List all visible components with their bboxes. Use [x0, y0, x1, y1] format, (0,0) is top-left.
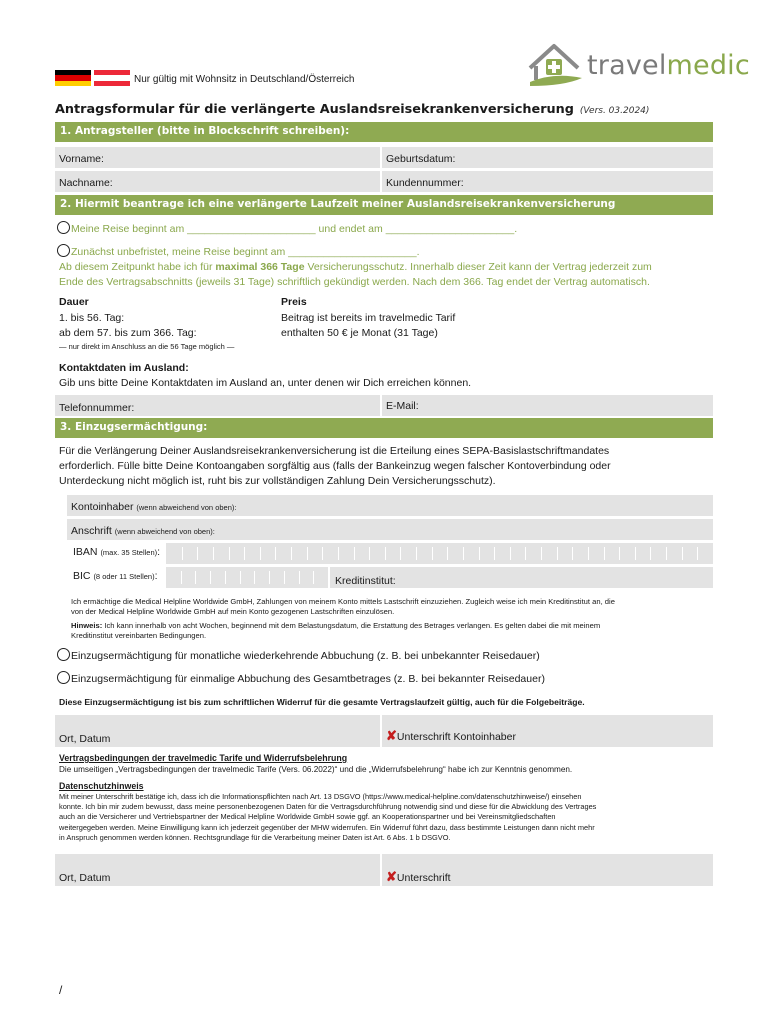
travelmedic-logo: travelmedic — [587, 50, 750, 81]
coverage-note-line1: Ab diesem Zeitpunkt habe ich für maximal 366 Tage Versicherungsschutz. Innerhalb dieser Zeit kann der Vertrag jederzeit zum — [59, 261, 652, 273]
signature-field[interactable]: ✘Unterschrift — [382, 854, 713, 886]
character-cell — [666, 547, 678, 560]
character-cell — [260, 547, 272, 560]
option-monthly-debit[interactable]: Einzugsermächtigung für monatliche wiederkehrende Abbuchung (z. B. bei unbekannter Reisedauer) — [57, 648, 540, 662]
radio-button-icon[interactable] — [57, 221, 70, 234]
place-date-field-2[interactable]: Ort, Datum — [55, 854, 380, 886]
account-holder-field[interactable]: Kontoinhaber (wenn abweichend von oben): — [67, 495, 713, 516]
character-cell — [432, 547, 444, 560]
character-cell — [299, 571, 311, 584]
character-cell — [291, 547, 303, 560]
address-field[interactable]: Anschrift (wenn abweichend von oben): — [67, 519, 713, 540]
terms-heading: Vertragsbedingungen der travelmedic Tarife und Widerrufsbelehrung — [59, 753, 348, 763]
character-cell — [479, 547, 491, 560]
character-cell — [385, 547, 397, 560]
iban-input[interactable] — [166, 543, 713, 564]
character-cell — [284, 571, 296, 584]
character-cell — [682, 547, 694, 560]
page-footer-mark: / — [59, 983, 63, 997]
sepa-intro-line1: Für die Verlängerung Deiner Auslandsreisekrankenversicherung ist die Erteilung eines SEPA-Basislastschriftmandates — [59, 445, 610, 457]
mandate-validity: Diese Einzugsermächtigung ist bis zum schriftlichen Widerruf für die gesamte Vertragslaufzeit gültig, auch für die Folgebeiträge. — [59, 697, 585, 707]
coverage-note-line2: Ende des Vertragsabschnitts (jeweils 31 Tage) schriftlich gekündigt werden. Nach dem 366. Tag endet der Vertrag automatisch. — [59, 276, 650, 288]
character-cell — [447, 547, 459, 560]
character-cell — [635, 547, 647, 560]
duration-header: Dauer — [59, 296, 89, 308]
version-label: (Vers. 03.2024) — [579, 106, 650, 116]
character-cell — [240, 571, 252, 584]
option-single-debit[interactable]: Einzugsermächtigung für einmalige Abbuchung des Gesamtbetrages (z. B. bei bekannter Reisedauer) — [57, 671, 545, 685]
character-cell — [225, 571, 237, 584]
page-title: Antragsformular für die verlängerte Auslandsreisekrankenversicherung (Vers. 03.2024) — [55, 102, 650, 117]
option-fixed-duration[interactable]: Meine Reise beginnt am ______________________ und endet am ______________________. — [57, 221, 517, 235]
duration-note: — nur direkt im Anschluss an die 56 Tage möglich — — [59, 342, 235, 351]
signature-mark-icon: ✘ — [386, 728, 397, 743]
place-date-field-1[interactable]: Ort, Datum — [55, 715, 380, 747]
character-cell — [195, 571, 207, 584]
character-cell — [572, 547, 584, 560]
character-cell — [650, 547, 662, 560]
character-cell — [313, 571, 325, 584]
contact-heading: Kontaktdaten im Ausland: — [59, 362, 189, 374]
phone-field[interactable]: Telefonnummer: — [55, 395, 380, 416]
signature-mark-icon: ✘ — [386, 869, 397, 884]
character-cell — [197, 547, 209, 560]
sepa-intro-line3: Unterdeckung nicht möglich ist, ruht bis zur vollständigen Zahlung Dein Versicherungsschutz). — [59, 475, 496, 487]
character-cell — [697, 547, 709, 560]
radio-button-icon[interactable] — [57, 671, 70, 684]
character-cell — [244, 547, 256, 560]
signature-account-holder-field[interactable]: ✘Unterschrift Kontoinhaber — [382, 715, 713, 747]
character-cell — [254, 571, 266, 584]
duration-row1: 1. bis 56. Tag: — [59, 312, 125, 324]
first-name-field[interactable]: Vorname: — [55, 147, 380, 168]
character-cell — [494, 547, 506, 560]
germany-flag-icon — [55, 70, 91, 86]
section3-heading: 3. Einzugsermächtigung: — [55, 418, 713, 438]
character-cell — [463, 547, 475, 560]
character-cell — [338, 547, 350, 560]
price-row1: Beitrag ist bereits im travelmedic Tarif — [281, 312, 456, 324]
character-cell — [557, 547, 569, 560]
character-cell — [369, 547, 381, 560]
customer-number-field[interactable]: Kundennummer: — [382, 171, 713, 192]
email-field[interactable]: E-Mail: — [382, 395, 713, 416]
character-cell — [510, 547, 522, 560]
character-cell — [213, 547, 225, 560]
price-row2: enthalten 50 € je Monat (31 Tage) — [281, 327, 438, 339]
austria-flag-icon — [94, 70, 130, 86]
character-cell — [354, 547, 366, 560]
character-cell — [416, 547, 428, 560]
section1-heading: 1. Antragsteller (bitte in Blockschrift schreiben): — [55, 122, 713, 142]
sepa-intro-line2: erforderlich. Fülle bitte Deine Kontoangaben sorgfältig aus (falls der Bankeinzug wegen falscher Kontoverbindung oder — [59, 460, 611, 472]
character-cell — [322, 547, 334, 560]
duration-row2: ab dem 57. bis zum 366. Tag: — [59, 327, 197, 339]
price-header: Preis — [281, 296, 307, 308]
bic-input[interactable] — [166, 567, 328, 588]
character-cell — [307, 547, 319, 560]
privacy-heading: Datenschutzhinweis — [59, 781, 144, 791]
birth-date-field[interactable]: Geburtsdatum: — [382, 147, 713, 168]
character-cell — [588, 547, 600, 560]
privacy-text: Mit meiner Unterschrift bestätige ich, dass ich die Informationspflichten nach Art. 13 DSGVO (https://www.medical-helpline.com/datenschutzhinweise/) einsehen konnte. Ich bin mir zudem bewusst, dass meine personenbezogenen Daten für die Vertragsdurchführung notwendig sind und diese für die Abwicklung des Vertrages auch an die Versicherer und Vertriebspartner der Medical Helpline Worldwide GmbH sowie ggf. an Kooperationspartner und bei Vereinsmitgliedschaften weitergegeben werden. Meine Einwilligung kann ich jederzeit gegenüber der MHW widerrufen. Ein Widerruf führt dazu, dass bestimmte Leistungen dann nicht mehr in Anspruch genommen werden können. Rechtsgrundlage für die Verarbeitung meiner Daten ist Art. 6 Abs. 1 b DSGVO. — [59, 792, 597, 842]
character-cell — [229, 547, 241, 560]
section2-heading: 2. Hiermit beantrage ich eine verlängerte Laufzeit meiner Auslandsreisekrankenversicherung — [55, 195, 713, 215]
terms-text: Die umseitigen „Vertragsbedingungen der travelmedic Tarife (Vers. 06.2022)“ und die „Widerrufsbelehrung“ habe ich zur Kenntnis genommen. — [59, 765, 573, 774]
bic-label: BIC (8 oder 11 Stellen): — [73, 570, 158, 582]
character-cell — [181, 571, 193, 584]
character-cell — [541, 547, 553, 560]
character-cell — [400, 547, 412, 560]
character-cell — [210, 571, 222, 584]
last-name-field[interactable]: Nachname: — [55, 171, 380, 192]
refund-hint: Hinweis: Ich kann innerhalb von acht Wochen, beginnend mit dem Belastungsdatum, die Erstattung des Betrages verlangen. Es gelten dabei die mit meinem Kreditinstitut vereinbarten Bedingungen. — [71, 621, 601, 640]
character-cell — [604, 547, 616, 560]
radio-button-icon[interactable] — [57, 648, 70, 661]
mandate-text: Ich ermächtige die Medical Helpline Worldwide GmbH, Zahlungen von meinem Konto mittels Lastschrift einzuziehen. Zugleich weise ich mein Kreditinstitut an, die von der Medical Helpline Worldwide GmbH auf mein Konto gezogenen Lastschriften einzulösen. — [71, 597, 615, 616]
character-cell — [525, 547, 537, 560]
bank-name-field[interactable]: Kreditinstitut: — [330, 567, 713, 588]
character-cell — [619, 547, 631, 560]
character-cell — [275, 547, 287, 560]
travelmedic-logo-icon — [524, 42, 586, 90]
character-cell — [269, 571, 281, 584]
iban-label: IBAN (max. 35 Stellen): — [73, 546, 161, 558]
radio-button-icon[interactable] — [57, 244, 70, 257]
residency-note: Nur gültig mit Wohnsitz in Deutschland/Österreich — [134, 74, 355, 85]
character-cell — [182, 547, 194, 560]
contact-text: Gib uns bitte Deine Kontaktdaten im Ausland an, unter denen wir Dich erreichen können. — [59, 377, 472, 389]
option-open-duration[interactable]: Zunächst unbefristet, meine Reise beginnt am ______________________. — [57, 244, 420, 258]
